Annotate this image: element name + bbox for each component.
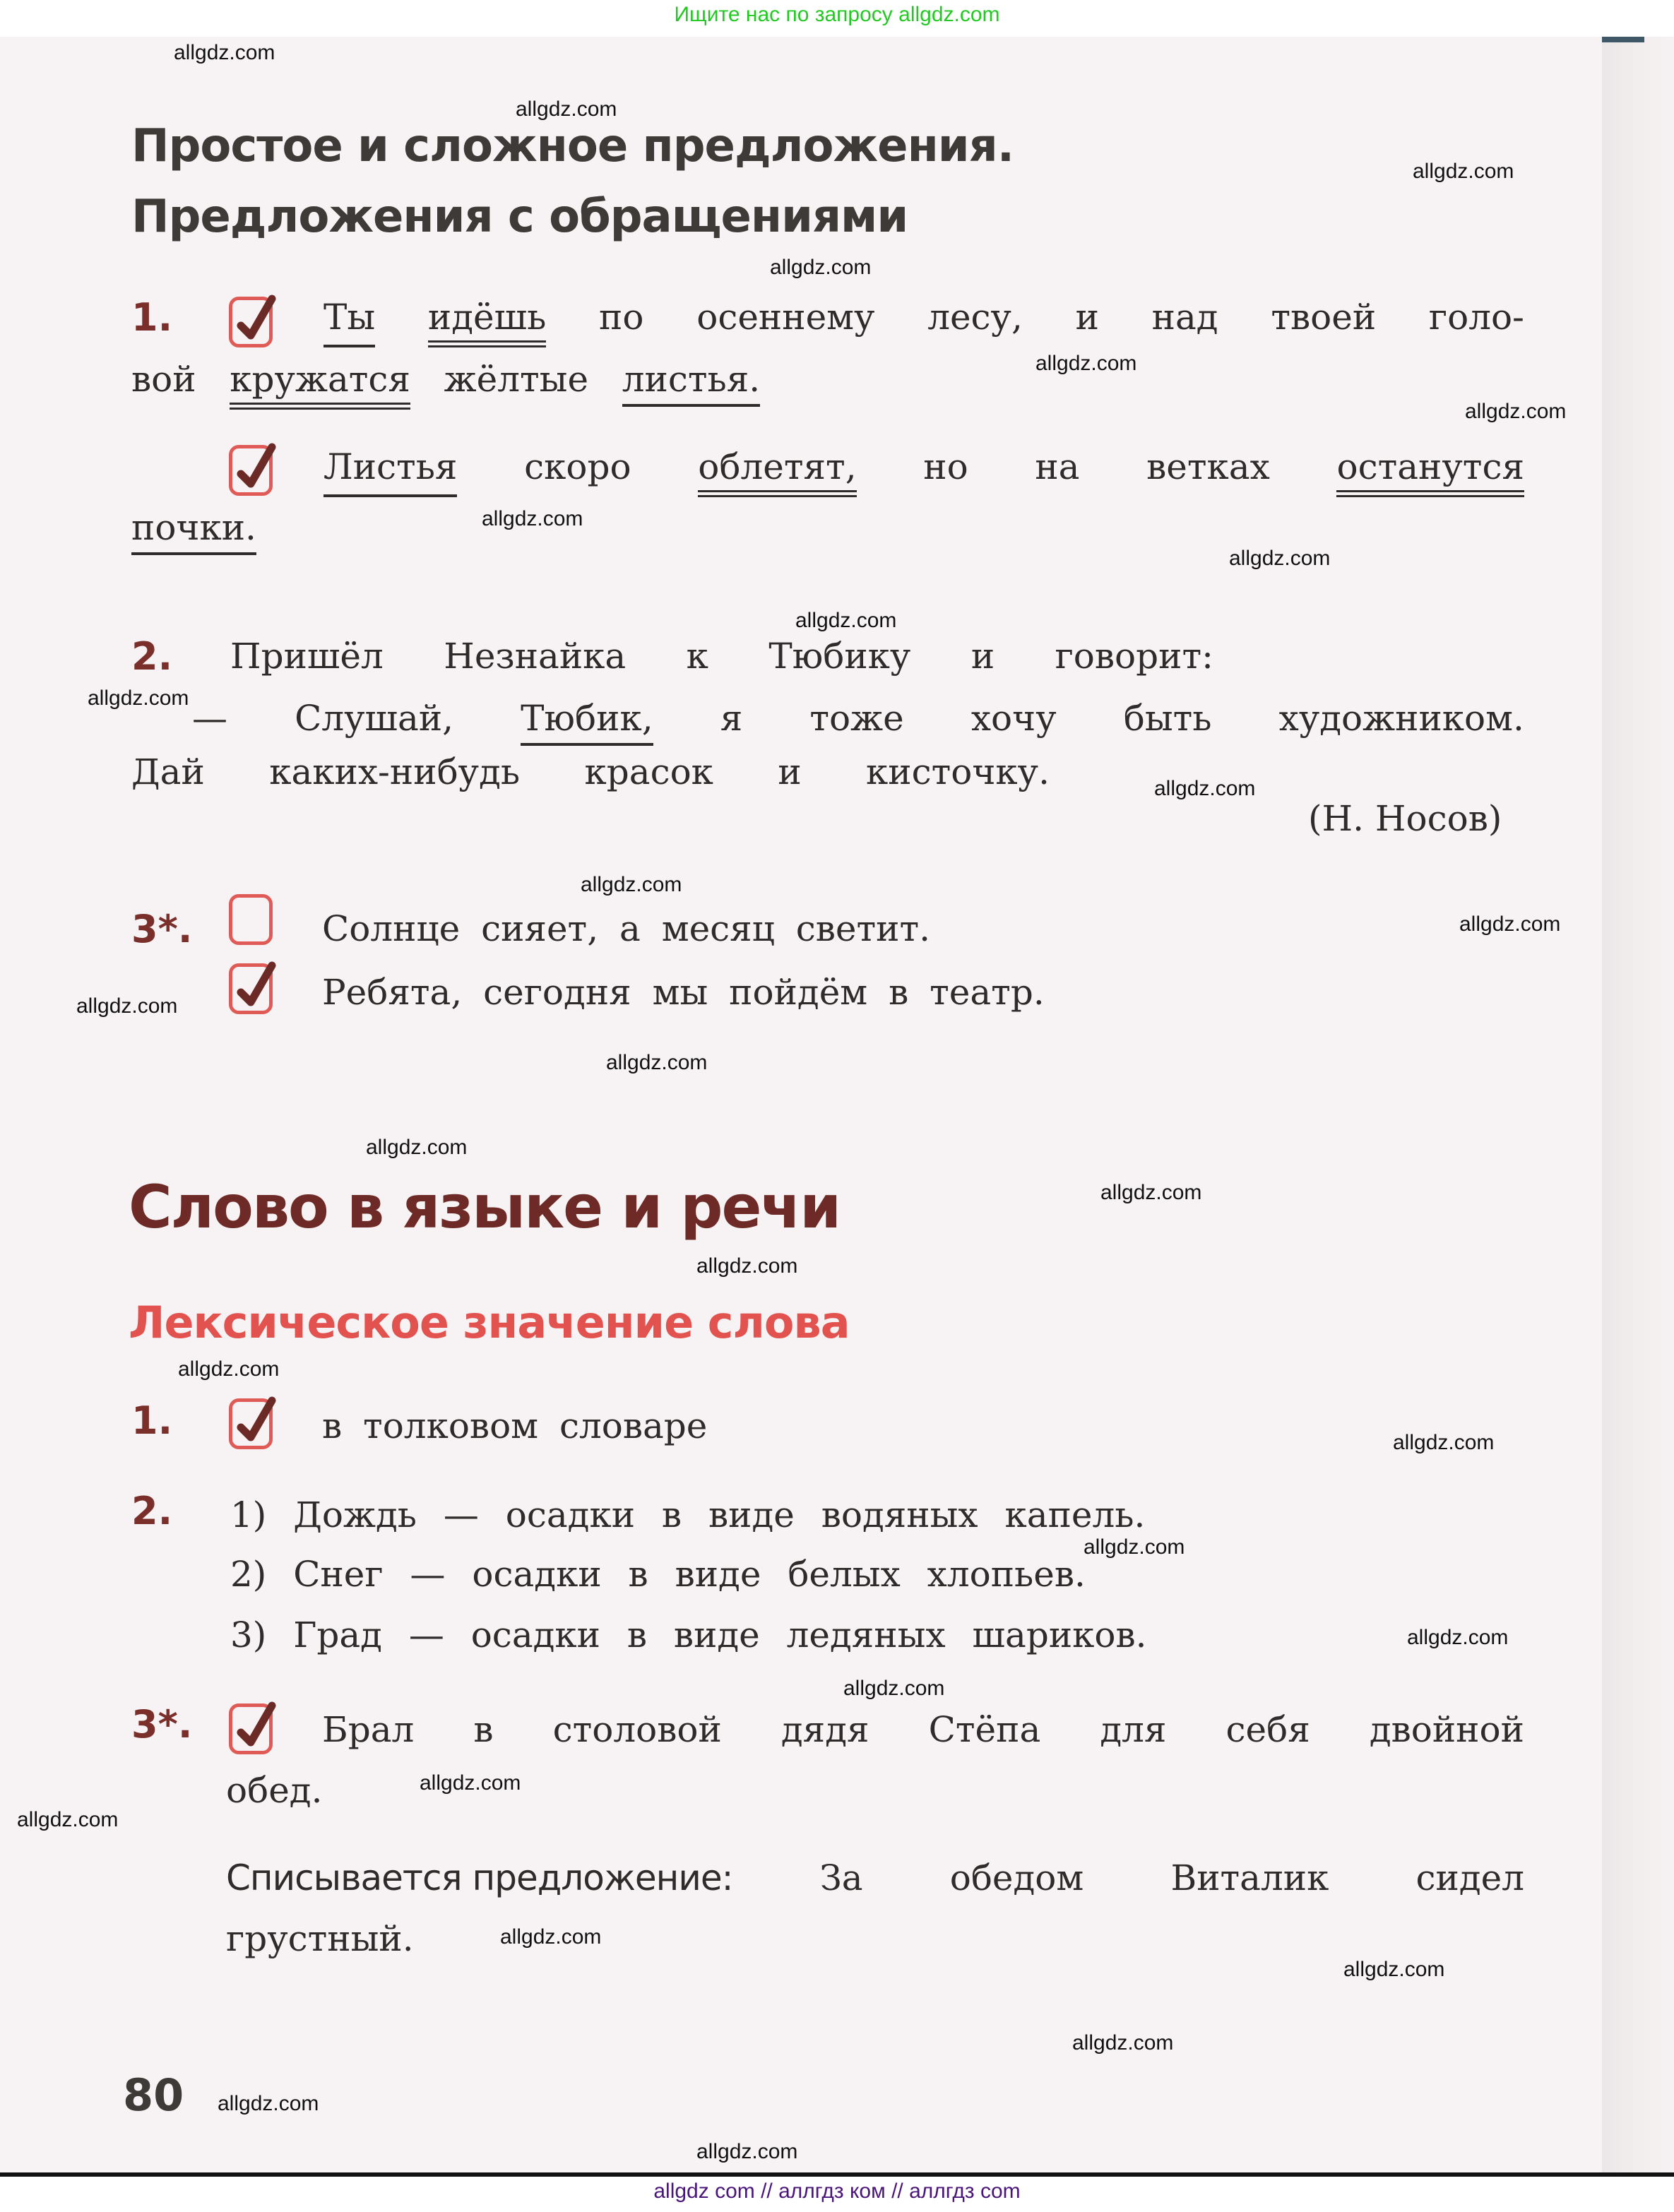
- word: тоже: [809, 698, 904, 739]
- checkmark-icon: [235, 440, 278, 495]
- page-edge: [1602, 37, 1674, 2174]
- sentence-line: [131, 751, 1050, 792]
- answer-checkbox[interactable]: [229, 1398, 273, 1449]
- watermark: allgdz.com: [482, 507, 583, 530]
- bottom-banner-text: allgdz com // аллгдз ком // аллгдз com: [653, 2180, 1021, 2203]
- word: Стёпа: [928, 1709, 1041, 1750]
- word: столовой: [552, 1709, 722, 1750]
- word: я: [720, 698, 743, 739]
- watermark: allgdz.com: [1465, 400, 1567, 423]
- word: Незнайка: [444, 636, 627, 677]
- topic-title-line-1: Простое и сложное предложения.: [131, 120, 1014, 172]
- task-number: 3*.: [131, 907, 193, 951]
- word: и: [1075, 297, 1099, 338]
- watermark: allgdz.com: [770, 256, 872, 279]
- word: Брал: [322, 1709, 415, 1750]
- sentence-line: [131, 507, 256, 548]
- watermark: allgdz.com: [696, 2140, 798, 2163]
- watermark: allgdz.com: [420, 1771, 521, 1795]
- task-number: 1.: [131, 1398, 173, 1443]
- checkmark-icon: [235, 1699, 278, 1754]
- note-label: Списывается предложение:: [226, 1857, 733, 1898]
- option-text: Солнце сияет, а месяц светит.: [322, 908, 931, 949]
- watermark: allgdz.com: [1084, 1535, 1185, 1559]
- word: лесу,: [927, 297, 1023, 338]
- watermark: allgdz.com: [516, 97, 617, 121]
- word: по: [599, 297, 644, 338]
- subject-word: Ты: [323, 297, 375, 347]
- sentence-line: грустный.: [226, 1918, 414, 1959]
- word: над: [1151, 297, 1218, 338]
- address-word: Тюбик,: [521, 698, 653, 746]
- option-text: Ребята, сегодня мы пойдём в театр.: [322, 972, 1045, 1013]
- word: дядя: [780, 1709, 869, 1750]
- sentence-line: [230, 636, 1213, 677]
- watermark: allgdz.com: [174, 41, 275, 64]
- answer-checkbox[interactable]: [229, 963, 273, 1014]
- word: красок: [584, 751, 713, 792]
- word: двойной: [1369, 1709, 1524, 1750]
- word: скоро: [524, 446, 631, 487]
- word: За: [819, 1857, 863, 1898]
- topic-title-line-2: Предложения с обращениями: [131, 191, 908, 243]
- watermark: allgdz.com: [218, 2092, 319, 2115]
- quote-author: (Н. Носов): [1308, 798, 1502, 839]
- word: ветках: [1146, 446, 1270, 487]
- watermark: allgdz.com: [76, 994, 178, 1018]
- page-corner-shadow: [1602, 37, 1644, 42]
- watermark: allgdz.com: [88, 686, 189, 710]
- word: голо-: [1428, 297, 1524, 338]
- word: кисточку.: [866, 751, 1050, 792]
- watermark: allgdz.com: [17, 1808, 119, 1831]
- definition-item: 2) Снег — осадки в виде белых хлопьев.: [230, 1554, 1086, 1595]
- word: и: [778, 751, 802, 792]
- watermark: allgdz.com: [178, 1357, 280, 1381]
- watermark: allgdz.com: [1229, 547, 1331, 570]
- word: художником.: [1278, 698, 1524, 739]
- checkmark-icon: [235, 958, 278, 1013]
- watermark: allgdz.com: [1072, 2031, 1174, 2055]
- word: каких-нибудь: [269, 751, 521, 792]
- watermark: allgdz.com: [1413, 160, 1514, 183]
- word: твоей: [1271, 297, 1377, 338]
- word: и: [970, 636, 995, 677]
- predicate-word: облетят,: [698, 446, 856, 497]
- watermark: allgdz.com: [696, 1254, 798, 1278]
- page-number: 80: [123, 2069, 184, 2121]
- word: Виталик: [1170, 1857, 1329, 1898]
- word: обедом: [949, 1857, 1084, 1898]
- option-text: в толковом словаре: [322, 1405, 708, 1446]
- word: себя: [1225, 1709, 1310, 1750]
- watermark: allgdz.com: [1100, 1181, 1202, 1204]
- checkmark-icon: [235, 292, 278, 347]
- top-banner-text: Ищите нас по запросу allgdz.com: [674, 3, 1000, 26]
- word: в: [473, 1709, 494, 1750]
- task-number: 3*.: [131, 1702, 193, 1747]
- sentence-line: [323, 446, 1524, 497]
- watermark: allgdz.com: [606, 1051, 708, 1074]
- answer-checkbox[interactable]: [229, 297, 273, 347]
- definition-item: 3) Град — осадки в виде ледяных шариков.: [230, 1615, 1147, 1655]
- watermark: allgdz.com: [581, 873, 682, 896]
- section-title: Слово в языке и речи: [129, 1172, 841, 1242]
- word: осеннему: [696, 297, 875, 338]
- watermark: allgdz.com: [1154, 777, 1256, 800]
- watermark: allgdz.com: [366, 1136, 468, 1159]
- word: вой: [131, 359, 196, 400]
- answer-checkbox-empty[interactable]: [229, 894, 273, 945]
- word: но: [923, 446, 968, 487]
- word: Дай: [131, 751, 205, 792]
- predicate-word: кружатся: [230, 359, 410, 410]
- watermark: allgdz.com: [795, 609, 897, 632]
- sentence-line: [322, 1709, 1524, 1750]
- predicate-word: останутся: [1336, 446, 1524, 497]
- word: быть: [1123, 698, 1212, 739]
- task-number: 2.: [131, 1489, 173, 1533]
- checkmark-icon: [235, 1393, 278, 1449]
- watermark: allgdz.com: [500, 1925, 602, 1949]
- word: хочу: [970, 698, 1057, 739]
- subject-word: почки.: [131, 507, 256, 555]
- word: Слушай,: [295, 698, 454, 739]
- task-number: 2.: [131, 634, 173, 679]
- watermark: allgdz.com: [1035, 352, 1137, 375]
- watermark: allgdz.com: [1407, 1626, 1509, 1649]
- word: Тюбику: [768, 636, 911, 677]
- answer-checkbox[interactable]: [229, 445, 273, 496]
- word: говорит:: [1055, 636, 1213, 677]
- watermark: allgdz.com: [843, 1677, 945, 1700]
- textbook-page: [0, 37, 1602, 2174]
- top-banner: [0, 0, 1674, 37]
- bottom-banner: [0, 2177, 1674, 2212]
- sentence-line: обед.: [226, 1770, 323, 1811]
- section-subtitle: Лексическое значение слова: [129, 1297, 850, 1348]
- word: к: [686, 636, 708, 677]
- sentence-line: [131, 359, 760, 400]
- watermark: allgdz.com: [1459, 912, 1561, 936]
- definition-item: 1) Дождь — осадки в виде водяных капель.: [230, 1494, 1146, 1535]
- sentence-line: [323, 297, 1524, 347]
- predicate-word: идёшь: [428, 297, 546, 347]
- task-number: 1.: [131, 295, 173, 340]
- watermark: allgdz.com: [1343, 1958, 1445, 1981]
- word: для: [1100, 1709, 1167, 1750]
- subject-word: Листья: [323, 446, 457, 497]
- word: Пришёл: [230, 636, 384, 677]
- word: на: [1035, 446, 1080, 487]
- subject-word: листья.: [622, 359, 760, 407]
- copied-sentence-note: [226, 1857, 1524, 1898]
- answer-checkbox[interactable]: [229, 1703, 273, 1754]
- word: жёлтые: [444, 359, 589, 400]
- sentence-line: [192, 698, 1524, 746]
- word: —: [192, 698, 227, 739]
- word: сидел: [1415, 1857, 1524, 1898]
- watermark: allgdz.com: [1393, 1431, 1495, 1454]
